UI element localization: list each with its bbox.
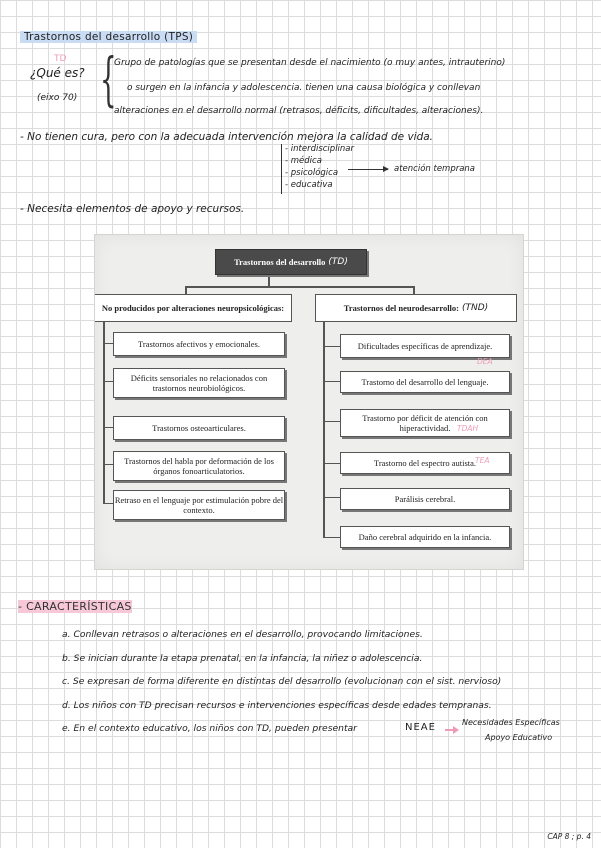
intervention-item: - interdisciplinar [285,144,355,154]
diagram-photo [94,234,524,570]
question-tag: TD [54,54,67,64]
diagram-right-header-label: Trastornos del neurodesarrollo: [343,303,460,313]
diagram-left-item: Trastornos afectivos y emocionales. [113,332,285,356]
diagram-right-item: Trastorno por déficit de atención con hiperactividad. [340,409,510,437]
diagram-left-header: No producidos por alteraciones neuropsicológicas: [95,294,292,322]
page-footer: CAP 8 ; p. 4 [547,832,591,841]
diagram-root [215,249,367,275]
arrow-right-icon [445,729,454,731]
diagram-root-label: Trastornos del desarrollo [234,256,326,267]
diagram-right-item: Parálisis cerebral. [340,488,510,510]
diagram-right-item: Trastorno del desarrollo del lenguaje. [340,371,510,393]
bracket-line [281,144,282,194]
page-title: Trastornos del desarrollo (TPS) [20,31,197,43]
article-ref: (eixo 70) [37,93,78,103]
diagram-right-item: Trastorno del espectro autista. [340,452,510,474]
annotation-tdah: TDAH [457,424,479,433]
characteristics-title [18,600,132,613]
neae-meaning-2: Apoyo Educativo [485,733,553,742]
annotation-dea: DEA [477,357,493,366]
characteristic-item: a. Conllevan retrasos o alteraciones en el desarrollo, provocando limitaciones. [62,629,423,640]
diagram-right-item: Dificultades específicas de aprendizaje. [340,334,510,358]
annotation-tea: TEA [475,456,490,465]
arrow-right-icon [348,169,388,170]
diagram-left-item: Retraso en el lenguaje por estimulación pobre del contexto. [113,490,285,520]
diagram-left-item: Déficits sensoriales no relacionados con trastornos neurobiológicos. [113,368,285,398]
characteristic-item: b. Se inician durante la etapa prenatal, en la infancia, la niñez o adolescencia. [62,653,423,664]
diagram-right-item: Daño cerebral adquirido en la infancia. [340,526,510,548]
diagram-left-item: Trastornos del habla por deformación de los órganos fonoarticulatorios. [113,451,285,481]
question-label: ¿Qué es? [30,66,85,80]
characteristic-item: d. Los niños con TD precisan recursos e intervenciones específicas desde edades tempranas. [62,700,492,711]
neae-meaning-1: Necesidades Específicas [462,718,560,727]
diagram-right-header-note: (TND) [462,303,489,313]
neae-acronym: NEAE [405,722,436,733]
brace-icon: { [100,45,117,113]
characteristic-item: c. Se expresan de forma diferente en distintas del desarrollo (evolucionan con el sist. nervioso) [62,676,502,687]
intervention-item: - médica [285,156,322,166]
intervention-item: - psicológica [285,168,339,178]
bullet-supports: - Necesita elementos de apoyo y recursos. [20,203,245,215]
characteristics-title-text: - CARACTERÍSTICAS [18,600,132,613]
bullet-cure: - No tienen cura, pero con la adecuada intervención mejora la calidad de vida. [20,131,434,143]
definition-line-2: o surgen en la infancia y adolescencia. tienen una causa biológica y conllevan [127,83,481,93]
intervention-item: - educativa [285,180,333,190]
intervention-result: atención temprana [394,164,476,174]
diagram-right-header [315,294,517,322]
characteristic-item: e. En el contexto educativo, los niños con TD, pueden presentar [62,723,357,734]
diagram-left-item: Trastornos osteoarticulares. [113,416,285,440]
diagram-root-note: (TD) [328,256,348,267]
definition-line-1: Grupo de patologías que se presentan desde el nacimiento (o muy antes, intrauterino) [114,58,506,68]
definition-line-3: alteraciones en el desarrollo normal (retrasos, déficits, dificultades, alteraciones). [114,106,484,116]
